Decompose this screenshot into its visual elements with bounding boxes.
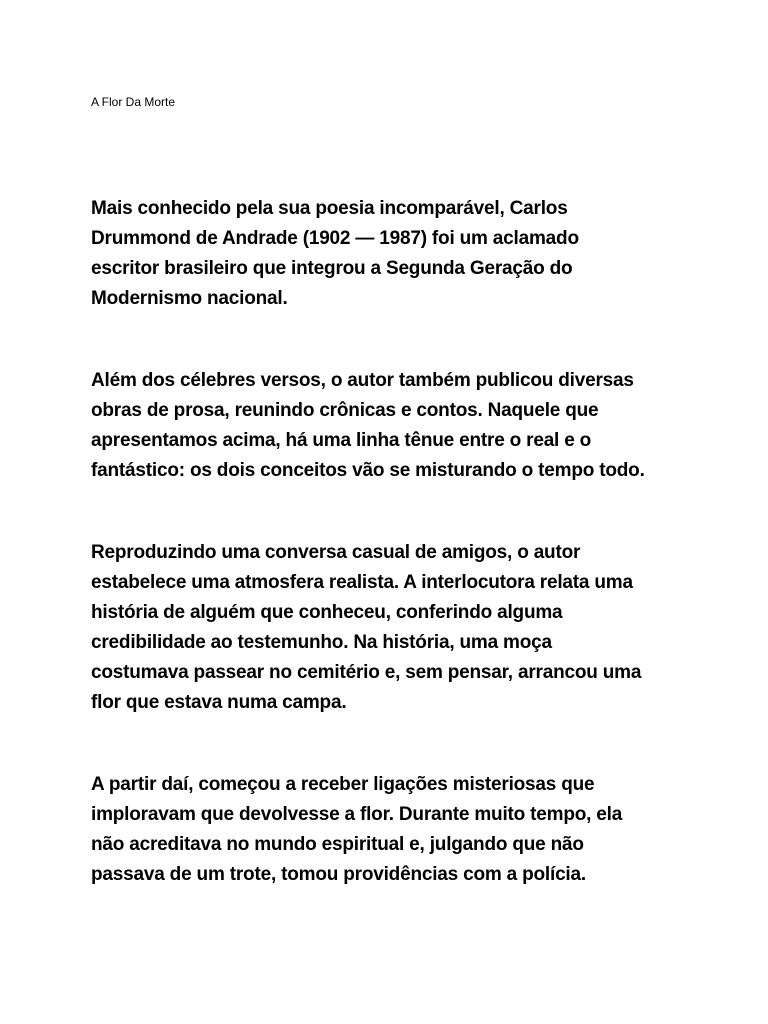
paragraph-line: Drummond de Andrade (1902 — 1987) foi um aclamado (91, 228, 579, 249)
paragraph-line: passava de um trote, tomou providências com a polícia. (91, 864, 586, 885)
paragraph-line: não acreditava no mundo espiritual e, julgando que não (91, 834, 584, 855)
paragraph-line: Modernismo nacional. (91, 288, 288, 309)
paragraph-line: credibilidade ao testemunho. Na história, uma moça (91, 632, 552, 653)
document-title: A Flor Da Morte (91, 95, 176, 109)
paragraph-line: escritor brasileiro que integrou a Segunda Geração do (91, 258, 573, 279)
paragraph-line: A partir daí, começou a receber ligações misteriosas que (91, 774, 595, 795)
paragraph-3 (91, 538, 691, 718)
paragraph-1 (91, 194, 691, 314)
paragraph-line: apresentamos acima, há uma linha tênue entre o real e o (91, 430, 592, 451)
paragraph-line: Reproduzindo uma conversa casual de amigos, o autor (91, 542, 581, 563)
paragraph-line: Mais conhecido pela sua poesia incomparável, Carlos (91, 198, 568, 219)
paragraph-line: história de alguém que conheceu, conferindo alguma (91, 602, 563, 623)
paragraph-line: flor que estava numa campa. (91, 692, 347, 713)
paragraph-4 (91, 770, 691, 890)
paragraph-line: obras de prosa, reunindo crônicas e contos. Naquele que (91, 400, 599, 421)
paragraph-line: costumava passear no cemitério e, sem pensar, arrancou uma (91, 662, 642, 683)
paragraph-line: estabelece uma atmosfera realista. A interlocutora relata uma (91, 572, 633, 593)
paragraph-line: imploravam que devolvesse a flor. Durante muito tempo, ela (91, 804, 623, 825)
paragraph-2 (91, 366, 691, 486)
paragraph-line: fantástico: os dois conceitos vão se misturando o tempo todo. (91, 460, 645, 481)
document-body (91, 194, 691, 942)
paragraph-line: Além dos célebres versos, o autor também publicou diversas (91, 370, 634, 391)
